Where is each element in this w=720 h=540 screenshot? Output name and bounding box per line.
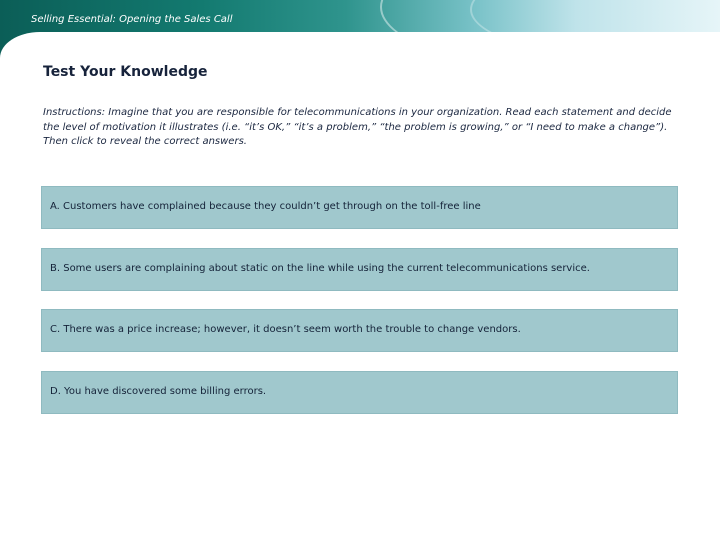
statement-a-label: A. Customers have complained because they couldn’t get through on the toll-free line (50, 201, 481, 212)
statement-a-button[interactable] (41, 186, 678, 229)
presentation-title: Selling Essential: Opening the Sales Call (31, 14, 233, 25)
statement-c-label: C. There was a price increase; however, it doesn’t seem worth the trouble to change vendors. (50, 324, 521, 335)
statement-d-label: D. You have discovered some billing errors. (50, 386, 267, 397)
page-title: Test Your Knowledge (43, 64, 208, 80)
instructions-text: Instructions: Imagine that you are responsible for telecommunications in your organization. Read each statement and decide the level of motivation it illustrates (i.e. “it’s OK,” “it’s a problem,” “the problem is growing,” or “I need to make a change”). Then click to reveal the correct answers. (43, 107, 672, 147)
statement-b-button[interactable] (41, 248, 678, 291)
statement-c-button[interactable] (41, 309, 678, 352)
statement-d-button[interactable] (41, 371, 678, 414)
statement-b-label: B. Some users are complaining about static on the line while using the current telecommunications service. (50, 263, 590, 274)
